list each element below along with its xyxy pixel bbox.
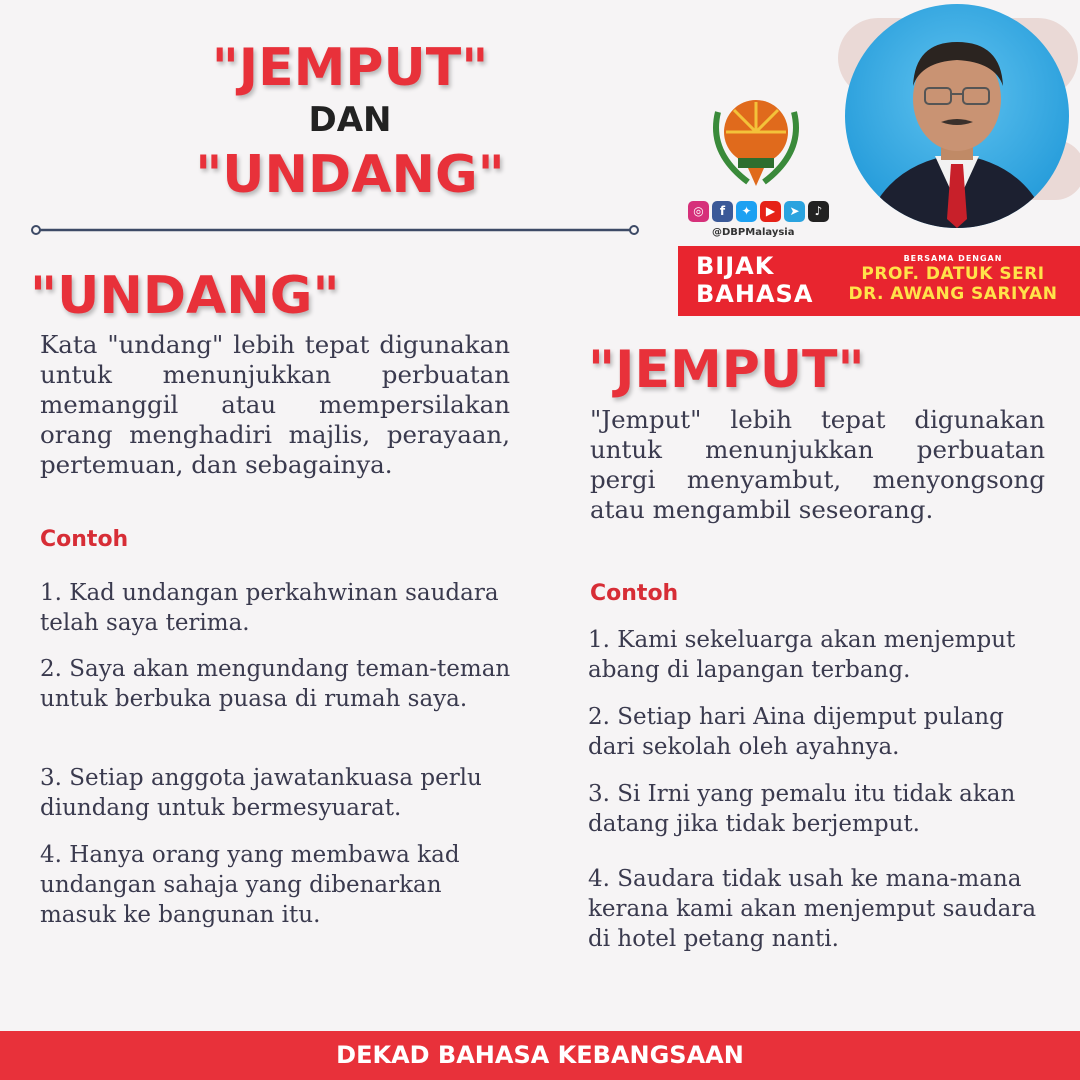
banner-presenter-name: PROF. DATUK SERI DR. AWANG SARIYAN	[848, 264, 1058, 304]
list-item: 3. Setiap anggota jawatankuasa perlu diundang untuk bermesyuarat.	[40, 765, 482, 821]
presenter-photo	[845, 4, 1069, 228]
facebook-icon[interactable]: f	[712, 201, 733, 222]
title-undang: "UNDANG"	[195, 145, 505, 205]
jemput-heading: "JEMPUT"	[588, 340, 865, 400]
list-item: 1. Kad undangan perkahwinan saudara telah saya terima.	[40, 580, 499, 636]
list-item: 1. Kami sekeluarga akan menjemput abang di lapangan terbang.	[588, 627, 1016, 683]
list-item: 2. Saya akan mengundang teman-teman untuk berbuka puasa di rumah saya.	[40, 656, 511, 712]
twitter-icon[interactable]: ✦	[736, 201, 757, 222]
undang-definition: Kata "undang" lebih tepat digunakan untuk menunjukkan perbuatan memanggil atau mempersilakan orang menghadiri majlis, perayaan, pertemuan, dan sebagainya.	[40, 330, 510, 479]
social-icons-row	[688, 200, 843, 224]
banner-bersama-label: BERSAMA DENGAN	[903, 254, 1003, 263]
footer-text: DEKAD BAHASA KEBANGSAAN	[336, 1041, 744, 1069]
undang-heading: "UNDANG"	[30, 266, 340, 326]
undang-contoh-label: Contoh	[40, 527, 129, 552]
title-dan: DAN	[308, 100, 392, 140]
instagram-icon[interactable]: ◎	[688, 201, 709, 222]
list-item: 3. Si Irni yang pemalu itu tidak akan datang jika tidak berjemput.	[588, 781, 1016, 837]
youtube-icon[interactable]: ▶	[760, 201, 781, 222]
list-item: 4. Hanya orang yang membawa kad undangan sahaja yang dibenarkan masuk ke bangunan itu.	[40, 842, 460, 928]
title-jemput: "JEMPUT"	[211, 38, 489, 98]
dbp-logo-icon	[708, 82, 804, 192]
banner-series-title: BIJAK BAHASA	[696, 252, 814, 308]
tiktok-icon[interactable]: ♪	[808, 201, 829, 222]
list-item: 4. Saudara tidak usah ke mana-mana kerana kami akan menjemput saudara di hotel petang nanti.	[588, 866, 1037, 952]
title-divider	[30, 224, 640, 236]
jemput-definition: "Jemput" lebih tepat digunakan untuk menunjukkan perbuatan pergi menyambut, menyongsong atau mengambil seseorang.	[590, 405, 1045, 524]
telegram-icon[interactable]: ➤	[784, 201, 805, 222]
list-item: 2. Setiap hari Aina dijemput pulang dari sekolah oleh ayahnya.	[588, 704, 1004, 760]
jemput-contoh-label: Contoh	[590, 581, 679, 606]
social-handle: @DBPMalaysia	[712, 227, 795, 238]
